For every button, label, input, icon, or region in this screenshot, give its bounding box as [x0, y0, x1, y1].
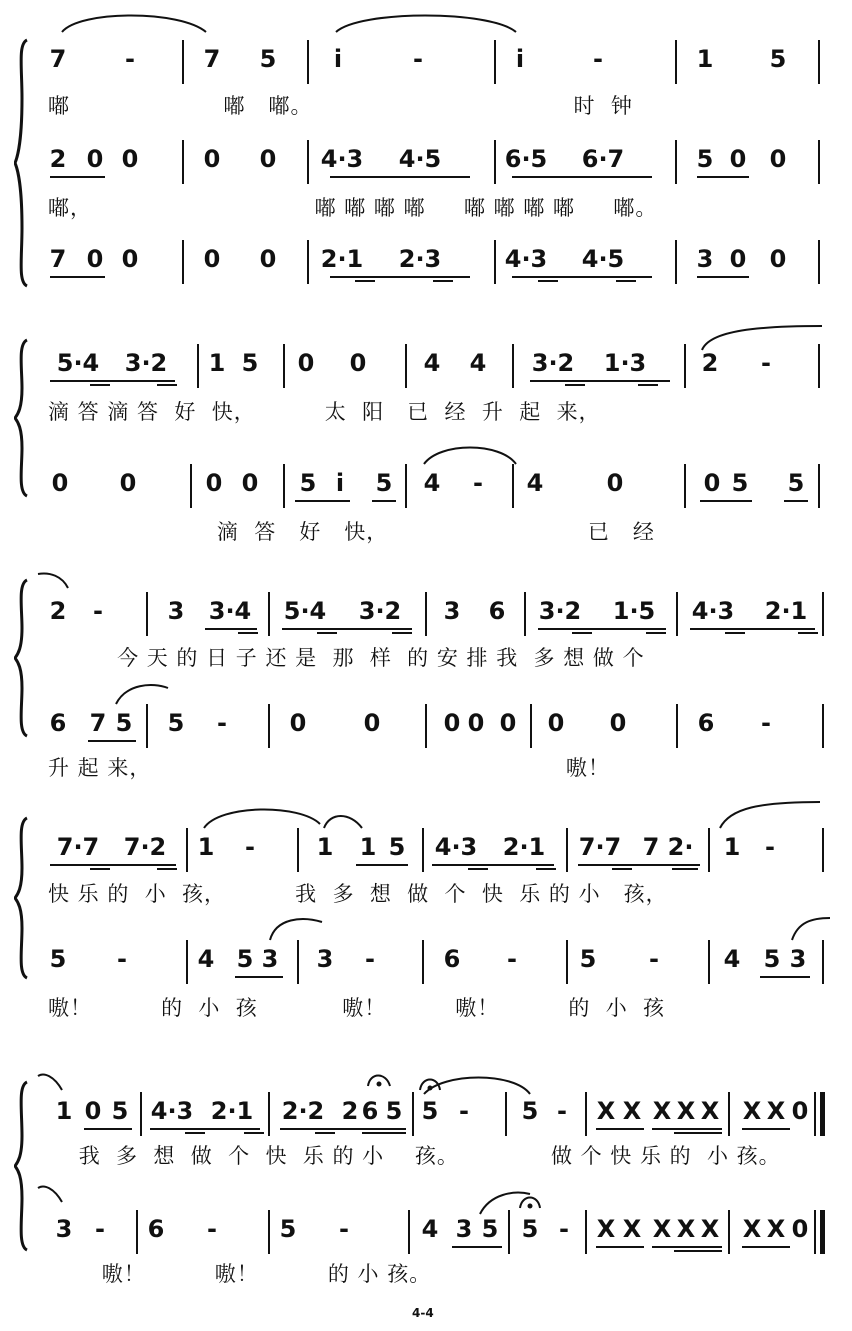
note: X	[766, 1097, 786, 1125]
note: 3·2	[124, 349, 168, 377]
note: 0	[703, 469, 721, 497]
note: 6·7	[581, 145, 625, 173]
note: X	[676, 1215, 696, 1243]
note: 5	[787, 469, 805, 497]
barline	[146, 592, 148, 636]
note: 7·2	[123, 833, 167, 861]
note: 4·3	[691, 597, 735, 625]
barline	[268, 1210, 270, 1254]
barline	[136, 1210, 138, 1254]
barline	[297, 940, 299, 984]
barline	[140, 1092, 142, 1136]
note: 0	[205, 469, 223, 497]
note: 5	[385, 1097, 403, 1125]
note: 5	[111, 1097, 129, 1125]
note: -	[649, 945, 659, 973]
note: 7	[89, 709, 107, 737]
barline	[494, 240, 496, 284]
lyric-line: 快 乐 的 小 孩， 我 多 想 做 个 快 乐 的 小 孩，	[48, 882, 668, 906]
note: 3	[316, 945, 334, 973]
note: -	[761, 709, 771, 737]
note: 2·1	[320, 245, 364, 273]
barline	[405, 464, 407, 508]
note: 5	[259, 45, 277, 73]
note: 5	[696, 145, 714, 173]
barline	[297, 828, 299, 872]
lyric-line: 嘟， 嘟 嘟 嘟 嘟 嘟 嘟 嘟 嘟 嘟。	[48, 196, 658, 220]
barline	[818, 240, 820, 284]
note: 0	[499, 709, 517, 737]
note: 0	[203, 245, 221, 273]
note: X	[676, 1097, 696, 1125]
note: 4·3	[434, 833, 478, 861]
note: 0	[547, 709, 565, 737]
note: -	[245, 833, 255, 861]
barline	[190, 464, 192, 508]
note: 1	[208, 349, 226, 377]
barline	[182, 240, 184, 284]
note: 0	[467, 709, 485, 737]
note: -	[125, 45, 135, 73]
note: 3	[261, 945, 279, 973]
note: 0	[791, 1097, 809, 1125]
note: 1	[359, 833, 377, 861]
note: 3·2	[358, 597, 402, 625]
note: 3	[443, 597, 461, 625]
note: 5	[375, 469, 393, 497]
note: 1	[55, 1097, 73, 1125]
note: 0	[203, 145, 221, 173]
note: X	[700, 1097, 720, 1125]
barline	[566, 940, 568, 984]
note: 5·4	[56, 349, 100, 377]
note: X	[622, 1215, 642, 1243]
staff-top	[0, 36, 852, 92]
lyric-line: 滴 答 滴 答 好 快， 太 阳 已 经 升 起 来，	[48, 400, 601, 424]
barline	[268, 1092, 270, 1136]
lyric-line: 滴 答 好 快， 已 经	[48, 520, 655, 544]
note: -	[413, 45, 423, 73]
barline	[818, 140, 820, 184]
note: 4	[423, 469, 441, 497]
note: 4·5	[398, 145, 442, 173]
note: 3·2	[538, 597, 582, 625]
barline	[822, 940, 824, 984]
barline	[676, 704, 678, 748]
note: 7 2·	[642, 833, 694, 861]
barline	[512, 464, 514, 508]
barline	[307, 240, 309, 284]
note: 0	[363, 709, 381, 737]
note: 0	[241, 469, 259, 497]
note: 3	[55, 1215, 73, 1243]
note: 6	[443, 945, 461, 973]
note: -	[557, 1097, 567, 1125]
note: 0	[729, 245, 747, 273]
barline	[182, 40, 184, 84]
note: 0	[259, 245, 277, 273]
barline	[675, 40, 677, 84]
tie-arcs	[60, 6, 840, 36]
note: -	[593, 45, 603, 73]
note: 0	[609, 709, 627, 737]
note: -	[459, 1097, 469, 1125]
note: X	[742, 1097, 762, 1125]
note: -	[761, 349, 771, 377]
barline	[182, 140, 184, 184]
barline	[728, 1092, 730, 1136]
barline	[505, 1092, 507, 1136]
barline	[585, 1210, 587, 1254]
note: 5	[115, 709, 133, 737]
note: 0	[297, 349, 315, 377]
barline	[820, 1092, 825, 1136]
note: 7·7	[56, 833, 100, 861]
note: 5	[421, 1097, 439, 1125]
note: 5	[167, 709, 185, 737]
note: 4	[723, 945, 741, 973]
note: 0	[791, 1215, 809, 1243]
note: i	[335, 469, 345, 497]
note: 1·3	[603, 349, 647, 377]
note: -	[765, 833, 775, 861]
barline	[268, 704, 270, 748]
barline	[508, 1210, 510, 1254]
note: X	[652, 1097, 672, 1125]
note: 0	[119, 469, 137, 497]
note: 0	[769, 245, 787, 273]
note: 3	[167, 597, 185, 625]
barline	[822, 704, 824, 748]
barline	[814, 1210, 816, 1254]
note: 3·2	[531, 349, 575, 377]
barline	[512, 344, 514, 388]
note: X	[742, 1215, 762, 1243]
note: 2	[701, 349, 719, 377]
note: 7·7	[578, 833, 622, 861]
note: 7	[203, 45, 221, 73]
note: 4	[421, 1215, 439, 1243]
lyric-line: 嗷！ 的 小 孩 嗷！ 嗷！ 的 小 孩	[48, 996, 666, 1020]
note: 4·3	[150, 1097, 194, 1125]
note: -	[207, 1215, 217, 1243]
note: 5·4	[283, 597, 327, 625]
note: 1	[723, 833, 741, 861]
note: 6	[147, 1215, 165, 1243]
barline	[818, 464, 820, 508]
barline	[814, 1092, 816, 1136]
barline	[186, 940, 188, 984]
lyric-line: 我 多 想 做 个 快 乐 的 小 孩。 做 个 快 乐 的 小 孩。	[48, 1144, 781, 1168]
note: 5	[763, 945, 781, 973]
note: 6	[361, 1097, 379, 1125]
note: 5	[769, 45, 787, 73]
lyric-line: 今 天 的 日 子 还 是 那 样 的 安 排 我 多 想 做 个	[48, 646, 645, 670]
note: 2·1	[764, 597, 808, 625]
barline	[307, 40, 309, 84]
barline	[146, 704, 148, 748]
note: 5	[279, 1215, 297, 1243]
note: 0	[769, 145, 787, 173]
note: 1·5	[612, 597, 656, 625]
barline	[425, 592, 427, 636]
note: 3	[696, 245, 714, 273]
note: 5	[521, 1097, 539, 1125]
note: 5	[388, 833, 406, 861]
note: 4	[423, 349, 441, 377]
note: 2·2	[281, 1097, 325, 1125]
barline	[675, 140, 677, 184]
note: 5	[241, 349, 259, 377]
note: 7	[49, 245, 67, 273]
note: 3	[789, 945, 807, 973]
note: 2	[49, 597, 67, 625]
barline	[675, 240, 677, 284]
note: 3	[455, 1215, 473, 1243]
barline	[197, 344, 199, 388]
barline	[524, 592, 526, 636]
note: 0	[259, 145, 277, 173]
note: 4	[469, 349, 487, 377]
note: 2	[49, 145, 67, 173]
barline	[494, 140, 496, 184]
barline	[405, 344, 407, 388]
barline	[412, 1092, 414, 1136]
staff-bottom	[0, 236, 852, 292]
barline	[818, 40, 820, 84]
note: X	[596, 1215, 616, 1243]
note: -	[95, 1215, 105, 1243]
note: 2·1	[502, 833, 546, 861]
note: -	[365, 945, 375, 973]
note: 5	[49, 945, 67, 973]
barline	[530, 704, 532, 748]
note: 6·5	[504, 145, 548, 173]
barline	[585, 1092, 587, 1136]
lyric-line: 嘟 嘟 嘟。 时 钟	[48, 94, 633, 118]
barline	[822, 828, 824, 872]
note: -	[559, 1215, 569, 1243]
lyric-line: 嗷！ 嗷！ 的 小 孩。	[48, 1262, 432, 1286]
barline	[494, 40, 496, 84]
barline	[268, 592, 270, 636]
note: 5	[236, 945, 254, 973]
barline	[820, 1210, 825, 1254]
barline	[566, 828, 568, 872]
note: 0	[86, 145, 104, 173]
note: 3·4	[208, 597, 252, 625]
barline	[283, 344, 285, 388]
note: X	[652, 1215, 672, 1243]
note: 5	[579, 945, 597, 973]
barline	[818, 344, 820, 388]
barline	[425, 704, 427, 748]
note: 0	[289, 709, 307, 737]
note: 1	[696, 45, 714, 73]
note: 4·5	[581, 245, 625, 273]
staff-middle	[0, 136, 852, 192]
lyric-line: 升 起 来， 嗷！	[48, 756, 610, 780]
note: -	[93, 597, 103, 625]
note: X	[596, 1097, 616, 1125]
barline	[283, 464, 285, 508]
note: 0	[349, 349, 367, 377]
note: 0	[121, 145, 139, 173]
barline	[676, 592, 678, 636]
note: 1	[316, 833, 334, 861]
barline	[422, 828, 424, 872]
note: 2·1	[210, 1097, 254, 1125]
note: 0	[86, 245, 104, 273]
barline	[684, 464, 686, 508]
barline	[422, 940, 424, 984]
note: 7	[49, 45, 67, 73]
note: 4	[526, 469, 544, 497]
note: X	[622, 1097, 642, 1125]
note: -	[507, 945, 517, 973]
note: 5	[481, 1215, 499, 1243]
note: 5	[731, 469, 749, 497]
note: 0	[51, 469, 69, 497]
note: -	[117, 945, 127, 973]
note: 0	[121, 245, 139, 273]
note: 5	[521, 1215, 539, 1243]
note: 4·3	[504, 245, 548, 273]
barline	[684, 344, 686, 388]
note: 0	[606, 469, 624, 497]
barline	[822, 592, 824, 636]
note: 2·3	[398, 245, 442, 273]
note: -	[217, 709, 227, 737]
barline	[728, 1210, 730, 1254]
page-number: 4-4	[412, 1306, 434, 1320]
note: 6	[697, 709, 715, 737]
note: 2	[341, 1097, 359, 1125]
note: 0	[729, 145, 747, 173]
note: -	[473, 469, 483, 497]
note: 5	[299, 469, 317, 497]
note: 0	[443, 709, 461, 737]
note: i	[333, 45, 343, 73]
barline	[408, 1210, 410, 1254]
barline	[307, 140, 309, 184]
note: X	[700, 1215, 720, 1243]
note: X	[766, 1215, 786, 1243]
note: -	[339, 1215, 349, 1243]
barline	[186, 828, 188, 872]
note: 6	[488, 597, 506, 625]
note: 4	[197, 945, 215, 973]
note: i	[515, 45, 525, 73]
note: 0	[84, 1097, 102, 1125]
note: 1	[197, 833, 215, 861]
note: 4·3	[320, 145, 364, 173]
barline	[708, 940, 710, 984]
barline	[708, 828, 710, 872]
note: 6	[49, 709, 67, 737]
